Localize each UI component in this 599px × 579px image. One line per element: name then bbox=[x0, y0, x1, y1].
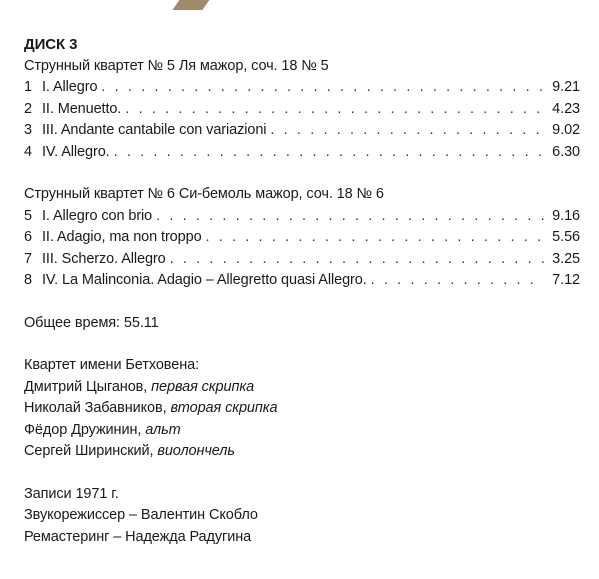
member-role: виолончель bbox=[157, 443, 235, 459]
work-block bbox=[24, 184, 580, 292]
spacer bbox=[24, 292, 580, 313]
ensemble-block bbox=[24, 355, 580, 463]
corner-decoration bbox=[172, 0, 213, 10]
ensemble-member bbox=[24, 377, 580, 399]
member-name: Сергей Ширинский, bbox=[24, 443, 158, 459]
track-duration: 4.23 bbox=[552, 100, 580, 117]
remastering-credit: Ремастеринг – Надежда Радугина bbox=[24, 528, 252, 545]
member-name: Фёдор Дружинин, bbox=[24, 421, 146, 438]
track-title: I. Allegro con brio bbox=[42, 207, 153, 224]
work-block bbox=[24, 56, 580, 164]
member-role: альт bbox=[145, 421, 181, 438]
track-row bbox=[24, 206, 580, 228]
sound-engineer: Звукорежиссер – Валентин Скобло bbox=[24, 507, 258, 523]
track-duration: 5.56 bbox=[552, 229, 580, 245]
spacer bbox=[24, 463, 580, 484]
track-row bbox=[24, 249, 580, 271]
ensemble-member bbox=[24, 398, 580, 420]
track-duration: 9.02 bbox=[552, 122, 580, 138]
track-duration: 9.21 bbox=[552, 79, 580, 95]
track-row bbox=[24, 227, 580, 249]
track-number: 7 bbox=[24, 250, 32, 267]
track-row bbox=[24, 77, 580, 99]
dot-leader bbox=[170, 249, 544, 271]
work-title: Струнный квартет № 6 Си-бемоль мажор, соч. 18 № 6 bbox=[24, 186, 384, 202]
track-row bbox=[24, 142, 580, 164]
track-title: III. Scherzo. Allegro bbox=[42, 250, 166, 267]
total-time: Общее время: 55.11 bbox=[24, 314, 159, 331]
track-duration: 7.12 bbox=[552, 272, 580, 288]
recording-year: Записи 1971 г. bbox=[24, 485, 119, 502]
track-number: 8 bbox=[24, 272, 32, 288]
track-title: II. Menuetto. bbox=[42, 100, 122, 117]
spacer bbox=[24, 163, 580, 184]
dot-leader bbox=[270, 120, 544, 142]
track-title: III. Andante cantabile con variazioni bbox=[42, 122, 267, 138]
track-number: 3 bbox=[24, 122, 32, 138]
track-row bbox=[24, 99, 580, 121]
ensemble-heading: Квартет имени Бетховена: bbox=[24, 357, 199, 373]
track-number: 1 bbox=[24, 79, 32, 95]
disc-title: ДИСК 3 bbox=[24, 36, 78, 53]
track-number: 4 bbox=[24, 143, 32, 160]
member-name: Дмитрий Цыганов, bbox=[24, 378, 152, 395]
track-duration: 6.30 bbox=[552, 143, 580, 160]
tracklist-page bbox=[24, 34, 580, 548]
dot-leader bbox=[101, 77, 544, 99]
track-title: IV. La Malinconia. Adagio – Allegretto quasi Allegro. bbox=[42, 272, 367, 288]
track-number: 2 bbox=[24, 100, 32, 117]
track-number: 5 bbox=[24, 207, 32, 224]
dot-leader bbox=[114, 142, 544, 164]
dot-leader bbox=[371, 270, 544, 292]
member-name: Николай Забавников, bbox=[24, 400, 171, 416]
dot-leader bbox=[206, 227, 544, 249]
track-row bbox=[24, 120, 580, 142]
track-number: 6 bbox=[24, 229, 32, 245]
production-credits bbox=[24, 484, 580, 549]
work-title: Струнный квартет № 5 Ля мажор, соч. 18 № 5 bbox=[24, 57, 329, 74]
ensemble-member bbox=[24, 441, 580, 463]
track-title: I. Allegro bbox=[42, 79, 98, 95]
dot-leader bbox=[156, 206, 544, 228]
member-role: первая скрипка bbox=[151, 378, 255, 395]
track-duration: 3.25 bbox=[552, 250, 580, 267]
member-role: вторая скрипка bbox=[170, 400, 278, 416]
track-title: II. Adagio, ma non troppo bbox=[42, 229, 202, 245]
track-title: IV. Allegro. bbox=[42, 143, 110, 160]
track-row bbox=[24, 270, 580, 292]
spacer bbox=[24, 334, 580, 355]
track-duration: 9.16 bbox=[552, 207, 580, 224]
ensemble-member bbox=[24, 420, 580, 442]
dot-leader bbox=[125, 99, 544, 121]
